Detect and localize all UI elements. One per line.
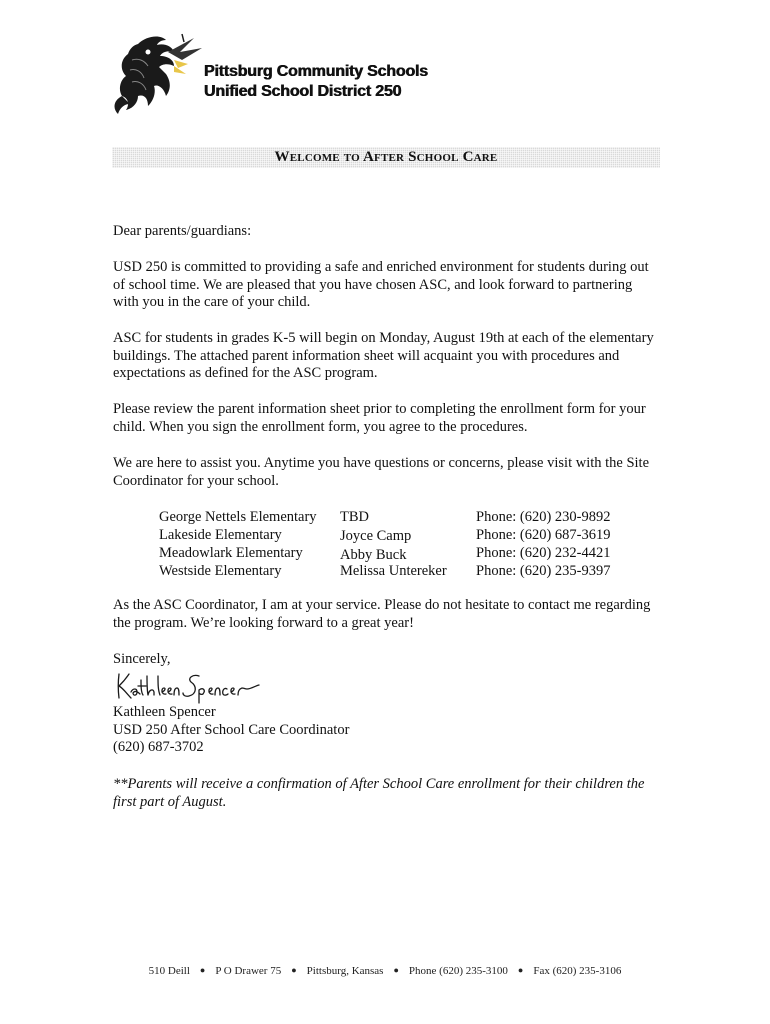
coordinator-name: Melissa Untereker: [340, 563, 447, 579]
paragraph-start-date: ASC for students in grades K-5 will begin on Monday, August 19th at each of the elementary buildings. The attached parent information sheet will acquaint you with procedures and expectations as defined for the ASC program.: [113, 330, 654, 381]
bullet-separator: ●: [291, 965, 297, 975]
salutation: Dear parents/guardians:: [113, 223, 252, 239]
footer-address: [0, 965, 770, 977]
coordinator-name: Joyce Camp: [340, 528, 412, 544]
footer-po-box: P O Drawer 75: [215, 965, 282, 977]
district-line-1: Pittsburg Community Schools: [204, 63, 428, 80]
school-name: Westside Elementary: [159, 563, 282, 579]
signer-phone: (620) 687-3702: [113, 739, 204, 755]
school-name: George Nettels Elementary: [159, 509, 317, 525]
closing: Sincerely,: [113, 651, 171, 667]
coordinator-phone: Phone: (620) 230-9892: [476, 509, 611, 525]
school-name: Lakeside Elementary: [159, 527, 282, 543]
coordinator-phone: Phone: (620) 235-9397: [476, 563, 611, 579]
signer-title: USD 250 After School Care Coordinator: [113, 721, 350, 738]
footer-city: Pittsburg, Kansas: [306, 965, 384, 977]
welcome-title: Welcome to After School Care: [274, 149, 498, 165]
paragraph-review: Please review the parent information sheet prior to completing the enrollment form for your child. When you sign the enrollment form, you agree to the procedures.: [113, 401, 646, 435]
bullet-separator: ●: [517, 965, 524, 975]
dragon-mascot-icon: [108, 30, 208, 116]
footer-street: 510 Deill: [148, 965, 190, 977]
paragraph-commitment: USD 250 is committed to providing a safe and enriched environment for students during out of school time. We are pleased that you have chosen ASC, and look forward to partnering with you in the care of your child.: [113, 259, 649, 310]
welcome-banner: [112, 147, 660, 168]
footer-fax: Fax (620) 235-3106: [533, 965, 622, 977]
coordinator-phone: Phone: (620) 232-4421: [476, 545, 611, 561]
coordinator-name: Abby Buck: [340, 547, 407, 563]
footer-phone: Phone (620) 235-3100: [408, 965, 508, 977]
paragraph-assist: We are here to assist you. Anytime you have questions or concerns, please visit with the Site Coordinator for your school.: [113, 455, 650, 489]
bullet-separator: ●: [393, 965, 399, 975]
paragraph-service: As the ASC Coordinator, I am at your service. Please do not hesitate to contact me regarding the program. We’re looking forward to a great year!: [113, 597, 651, 631]
bullet-separator: ●: [199, 965, 206, 975]
district-name: [204, 62, 428, 102]
signer-name: Kathleen Spencer: [113, 704, 216, 720]
coordinator-name: TBD: [340, 509, 369, 525]
district-line-2: Unified School District 250: [204, 83, 402, 100]
enrollment-note: **Parents will receive a confirmation of After School Care enrollment for their children the first part of August.: [113, 776, 645, 810]
handwritten-signature: [113, 668, 263, 704]
signer-block: [113, 704, 658, 757]
coordinator-phone: Phone: (620) 687-3619: [476, 527, 611, 543]
school-name: Meadowlark Elementary: [159, 545, 303, 561]
